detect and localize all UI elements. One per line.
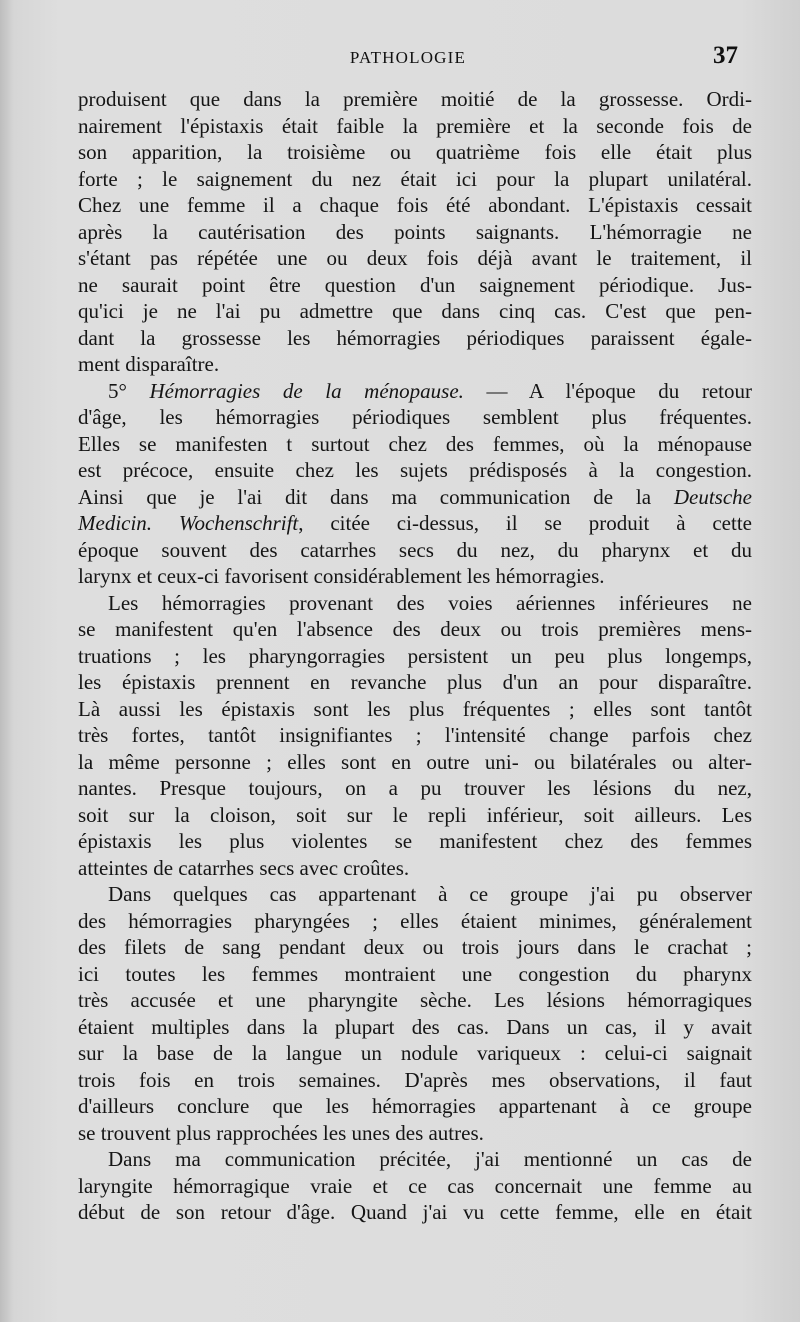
text-line: se trouvent plus rapprochées les unes des autres. [78, 1120, 484, 1145]
text-line: la même personne ; elles sont en outre uni- ou bilatérales ou alter- [78, 749, 752, 774]
italic-phrase: Medicin. Wochenschrift [78, 511, 299, 535]
text-line: d'âge, les hémorragies périodiques semblent plus fréquentes. [78, 405, 752, 429]
text-line: est précoce, ensuite chez les sujets prédisposés à la congestion. [78, 458, 752, 482]
body-text [78, 86, 752, 1226]
page-number: 37 [713, 42, 738, 69]
text-line: se manifestent qu'en l'absence des deux ou trois premières mens- [78, 617, 752, 641]
text-line: s'étant pas répétée une ou deux fois déjà avant le traitement, il [78, 246, 752, 270]
text-line: produisent que dans la première moitié de la grossesse. Ordi- [78, 87, 752, 111]
text-line: d'ailleurs conclure que les hémorragies appartenant à ce groupe [78, 1094, 752, 1118]
text-line: larynx et ceux-ci favorisent considérablement les hémorragies. [78, 564, 605, 588]
running-head: PATHOLOGIE [349, 48, 467, 67]
text-line: Chez une femme il a chaque fois été abondant. L'épistaxis cessait [78, 193, 752, 217]
text-line: Elles se manifesten t surtout chez des femmes, où la ménopause [78, 431, 752, 456]
text-line: les épistaxis prennent en revanche plus d'un an pour disparaître. [78, 670, 752, 694]
text-line: des hémorragies pharyngées ; elles étaient minimes, généralement [78, 908, 752, 933]
text-line: forte ; le saignement du nez était ici pour la plupart unilatéral. [78, 166, 752, 191]
text-line: étaient multiples dans la plupart des cas. Dans un cas, il y avait [78, 1014, 752, 1039]
text-line: très accusée et une pharyngite sèche. Les lésions hémorragiques [78, 988, 752, 1012]
text-line: épistaxis les plus violentes se manifestent chez des femmes [78, 829, 752, 853]
text-line: des filets de sang pendant deux ou trois jours dans le crachat ; [78, 935, 752, 959]
text-line: très fortes, tantôt insignifiantes ; l'intensité change parfois chez [78, 723, 752, 747]
text-line: Dans quelques cas appartenant à ce groupe j'ai pu observer [108, 882, 752, 906]
text-line: Les hémorragies provenant des voies aériennes inférieures ne [108, 590, 752, 615]
text-line: époque souvent des catarrhes secs du nez, du pharynx et du [78, 537, 752, 562]
text-line: ici toutes les femmes montraient une congestion du pharynx [78, 961, 752, 986]
text-line: ment disparaître. [78, 352, 220, 376]
text-line: après la cautérisation des points saignants. L'hémorragie ne [78, 219, 752, 244]
page-header [78, 44, 738, 74]
text-line: sur la base de la langue un nodule variqueux : celui-ci saignait [78, 1041, 752, 1065]
text-line: Medicin. Wochenschrift, citée ci-dessus, il se produit à cette [78, 511, 752, 535]
italic-phrase: Hémorragies de la ménopause. [149, 378, 464, 403]
text-line: dant la grossesse les hémorragies périodiques paraissent égale- [78, 325, 752, 350]
text-line: nairement l'épistaxis était faible la première et la seconde fois de [78, 113, 752, 138]
text-line: début de son retour d'âge. Quand j'ai vu cette femme, elle en était [78, 1200, 752, 1224]
text-line: soit sur la cloison, soit sur le repli inférieur, soit ailleurs. Les [78, 802, 752, 827]
text-line: trois fois en trois semaines. D'après mes observations, il faut [78, 1067, 752, 1092]
section-heading-line: 5° Hémorragies de la ménopause. — A l'époque du retour [108, 378, 752, 403]
text-line: Ainsi que je l'ai dit dans ma communication de la Deutsche [78, 484, 752, 509]
text-line: ne saurait point être question d'un saignement périodique. Jus- [78, 272, 752, 297]
text-line: Là aussi les épistaxis sont les plus fréquentes ; elles sont tantôt [78, 696, 752, 721]
text-line: qu'ici je ne l'ai pu admettre que dans cinq cas. C'est que pen- [78, 299, 752, 323]
italic-phrase: Deutsche [673, 484, 752, 509]
text-line: atteintes de catarrhes secs avec croûtes. [78, 855, 410, 880]
text-line: Dans ma communication précitée, j'ai mentionné un cas de [108, 1147, 752, 1171]
text-line: truations ; les pharyngorragies persistent un peu plus longemps, [78, 643, 752, 668]
text-line: son apparition, la troisième ou quatrième fois elle était plus [78, 140, 752, 164]
text-line: nantes. Presque toujours, on a pu trouver les lésions du nez, [78, 776, 752, 800]
text-line: laryngite hémorragique vraie et ce cas concernait une femme au [78, 1173, 752, 1198]
